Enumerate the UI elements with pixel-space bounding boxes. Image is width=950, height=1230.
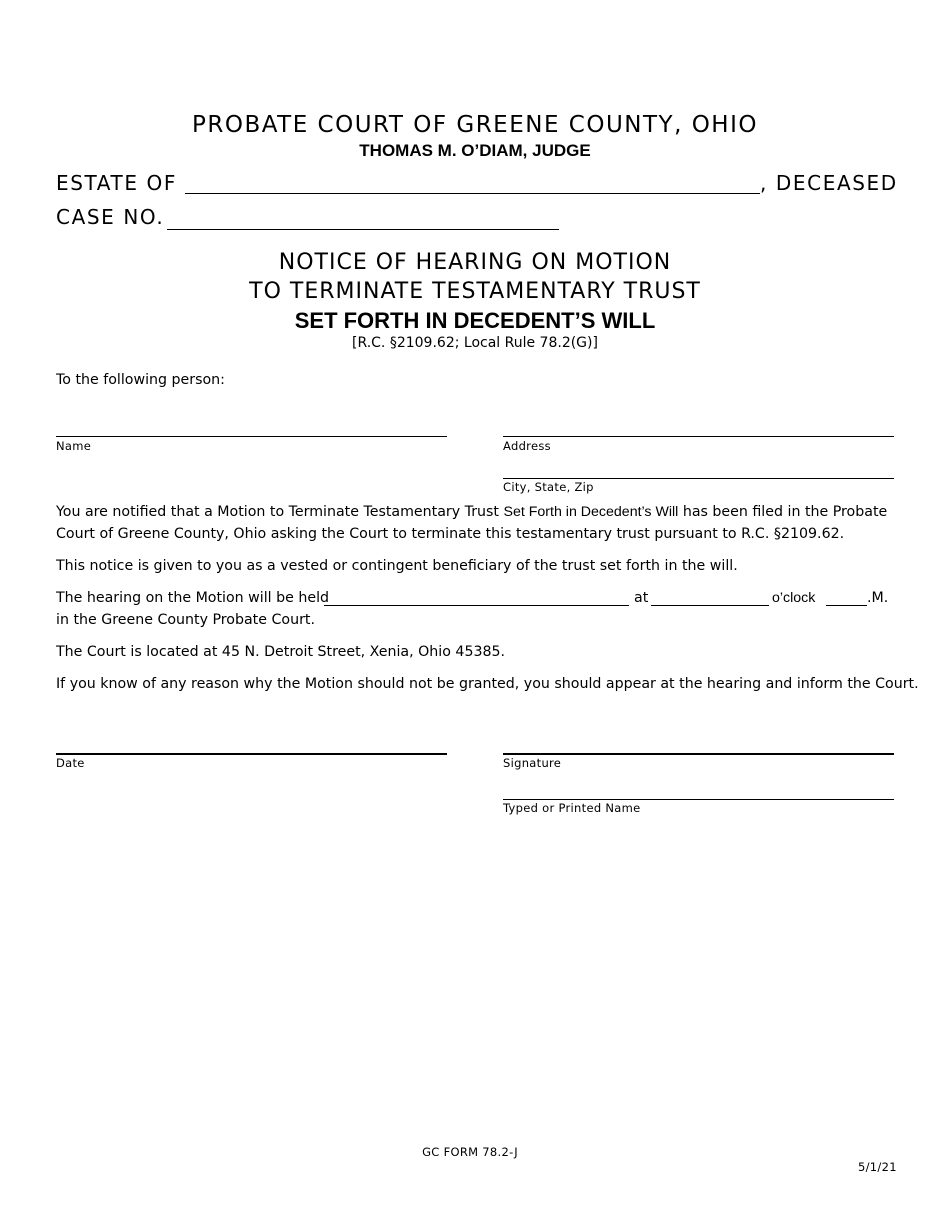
p1-text-b: Set Forth in Decedent’s Will — [503, 504, 679, 520]
p1-text-c: has been filed in the Probate — [678, 504, 888, 520]
title-line-2: TO TERMINATE TESTAMENTARY TRUST — [249, 279, 701, 304]
signature-field[interactable] — [503, 753, 894, 755]
city-state-zip-label: City, State, Zip — [503, 480, 594, 494]
case-no-field[interactable] — [167, 229, 559, 230]
notice-paragraph-1 — [56, 501, 896, 523]
form-date: 5/1/21 — [858, 1160, 897, 1174]
court-location: The Court is located at 45 N. Detroit Street, Xenia, Ohio 45385. — [56, 644, 506, 660]
estate-name-field[interactable] — [185, 193, 760, 194]
notice-paragraph-2: This notice is given to you as a vested or contingent beneficiary of the trust set forth in the will. — [56, 558, 738, 574]
city-state-zip-field[interactable] — [503, 478, 894, 479]
p1-text-a: You are notified that a Motion to Terminate Testamentary Trust — [56, 504, 504, 520]
address-field[interactable] — [503, 436, 894, 437]
address-label: Address — [503, 439, 551, 453]
notice-paragraph-1-line-2: Court of Greene County, Ohio asking the Court to terminate this testamentary trust pursuant to R.C. §2109.62. — [56, 526, 845, 542]
signature-label: Signature — [503, 756, 562, 770]
appear-instruction: If you know of any reason why the Motion should not be granted, you should appear at the hearing and inform the Court. — [56, 676, 919, 692]
typed-name-field[interactable] — [503, 799, 894, 800]
citation: [R.C. §2109.62; Local Rule 78.2(G)] — [352, 335, 598, 351]
court-name: PROBATE COURT OF GREENE COUNTY, OHIO — [191, 112, 758, 138]
name-field[interactable] — [56, 436, 447, 437]
hearing-m: .M. — [867, 590, 889, 606]
estate-of-label: ESTATE OF — [56, 171, 177, 195]
hearing-location: in the Greene County Probate Court. — [56, 612, 315, 628]
hearing-date-field[interactable] — [324, 605, 629, 606]
recipient-intro: To the following person: — [56, 372, 225, 388]
title-line-3: SET FORTH IN DECEDENT’S WILL — [294, 308, 656, 333]
case-no-label: CASE NO. — [56, 205, 165, 229]
hearing-time-field[interactable] — [651, 605, 769, 606]
hearing-text: The hearing on the Motion will be held — [56, 590, 330, 606]
title-line-1: NOTICE OF HEARING ON MOTION — [278, 250, 672, 275]
form-number: GC FORM 78.2-J — [422, 1145, 518, 1159]
hearing-at: at — [634, 590, 649, 606]
name-label: Name — [56, 439, 92, 453]
date-label: Date — [56, 756, 85, 770]
am-pm-field[interactable] — [826, 605, 867, 606]
typed-name-label: Typed or Printed Name — [503, 801, 641, 815]
date-field[interactable] — [56, 753, 447, 755]
deceased-label: , DECEASED — [760, 171, 898, 195]
judge-name: THOMAS M. O’DIAM, JUDGE — [359, 141, 591, 160]
hearing-oclock: o’clock — [772, 590, 816, 606]
